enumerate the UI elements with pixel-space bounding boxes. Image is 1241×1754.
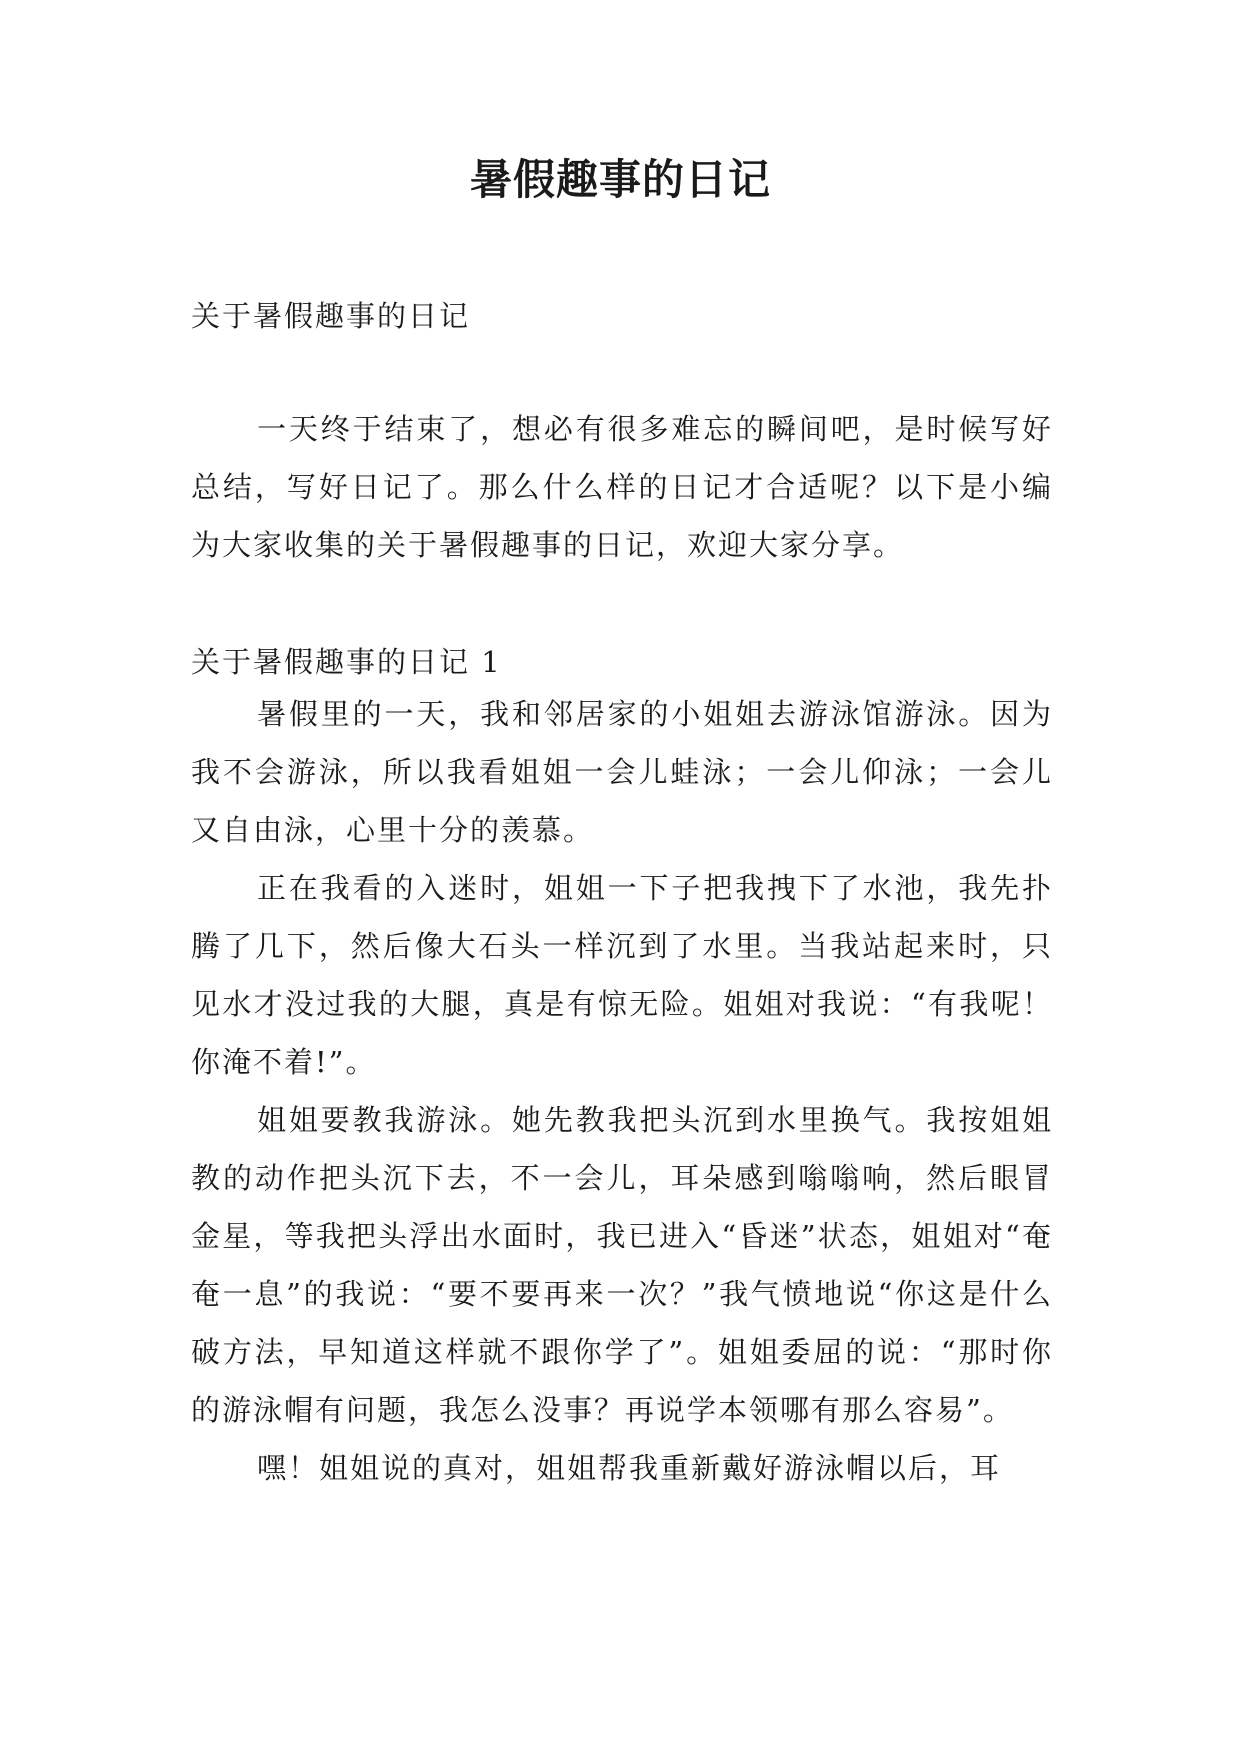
document-subtitle: 关于暑假趣事的日记 bbox=[191, 299, 471, 333]
body-paragraph: 嘿！姐姐说的真对，姐姐帮我重新戴好游泳帽以后，耳 bbox=[257, 1451, 1002, 1485]
document-title: 暑假趣事的日记 bbox=[469, 155, 771, 204]
section-heading: 关于暑假趣事的日记 1 bbox=[191, 645, 502, 679]
body-paragraph: 正在我看的入迷时，姐姐一下子把我拽下了水池，我先扑腾了几下，然后像大石头一样沉到了水里。当我站起来时，只见水才没过我的大腿，真是有惊无险。姐姐对我说：“有我呢！你淹不着!”。 bbox=[191, 871, 1053, 1079]
body-paragraph: 暑假里的一天，我和邻居家的小姐姐去游泳馆游泳。因为我不会游泳，所以我看姐姐一会儿蛙泳；一会儿仰泳；一会儿又自由泳，心里十分的羡慕。 bbox=[191, 697, 1053, 847]
intro-paragraph: 一天终于结束了，想必有很多难忘的瞬间吧，是时候写好总结，写好日记了。那么什么样的日记才合适呢？以下是小编为大家收集的关于暑假趣事的日记，欢迎大家分享。 bbox=[191, 412, 1053, 562]
section-body bbox=[191, 685, 1053, 1497]
body-paragraph: 姐姐要教我游泳。她先教我把头沉到水里换气。我按姐姐教的动作把头沉下去，不一会儿，耳朵感到嗡嗡响，然后眼冒金星，等我把头浮出水面时，我已进入“昏迷”状态，姐姐对“奄奄一息”的我说：“要不要再来一次？”我气愤地说“你这是什么破方法，早知道这样就不跟你学了”。姐姐委屈的说：“那时你的游泳帽有问题，我怎么没事？再说学本领哪有那么容易”。 bbox=[191, 1103, 1053, 1427]
